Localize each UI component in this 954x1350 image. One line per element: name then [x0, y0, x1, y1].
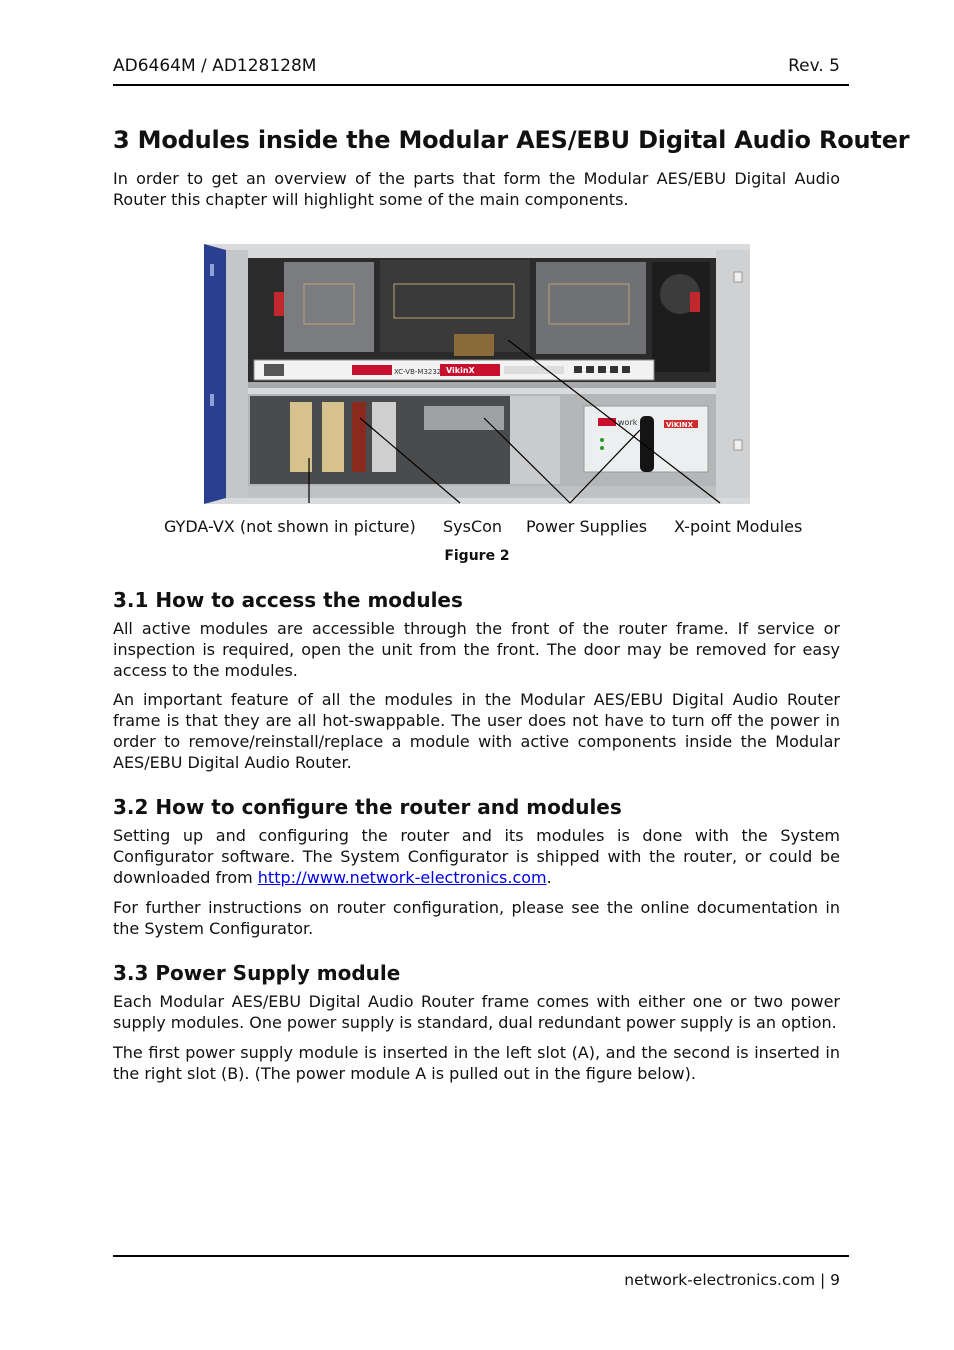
para-configure-1 — [113, 825, 840, 888]
heading-power-supply: 3.3 Power Supply module — [113, 961, 401, 985]
header-rule — [113, 84, 849, 86]
para-access-2: An important feature of all the modules in the Modular AES/EBU Digital Audio Router frame is that they are all hot-swappable. The user does not have to turn off the power in order to remove/reinstall/replace a module with active components inside the Modular AES/EBU Digital Audio Router. — [113, 690, 840, 772]
para-configure-1-text: Setting up and configuring the router and its modules is done with the System Configurator software. The System Configurator is shipped with the router, or could be downloaded from — [113, 826, 840, 887]
para-power-2: The first power supply module is inserted in the left slot (A), and the second is inserted in the right slot (B). (The power module A is pulled out in the figure below). — [113, 1043, 840, 1083]
router-photo — [204, 244, 750, 504]
para-power-1: Each Modular AES/EBU Digital Audio Router frame comes with either one or two power supply modules. One power supply is standard, dual redundant power supply is an option. — [113, 992, 840, 1032]
para-configure-2: For further instructions on router configuration, please see the online documentation in the System Configurator. — [113, 898, 840, 938]
para-access-1: All active modules are accessible through the front of the router frame. If service or inspection is required, open the unit from the front. The door may be removed for easy access to the modules. — [113, 619, 840, 680]
header-revision: Rev. 5 — [788, 56, 840, 76]
para-configure-1-end: . — [546, 868, 552, 887]
heading-access-modules: 3.1 How to access the modules — [113, 588, 463, 612]
section-title: 3 Modules inside the Modular AES/EBU Digital Audio Router — [113, 126, 910, 154]
device-brand-text-1: VikinX — [446, 366, 475, 375]
label-syscon: SysCon — [443, 517, 503, 536]
figure-caption: Figure 2 — [444, 548, 510, 564]
device-model-text: XC-VB-M3232 — [394, 368, 442, 376]
device-brand-text-2: ViKINX — [666, 421, 693, 429]
heading-configure: 3.2 How to configure the router and modules — [113, 795, 622, 819]
link-network-electronics[interactable]: http://www.network-electronics.com — [257, 868, 547, 887]
footer-rule — [113, 1255, 849, 1257]
label-power-supplies: Power Supplies — [526, 517, 648, 536]
header-doc-title: AD6464M / AD128128M — [113, 56, 317, 76]
section-intro: In order to get an overview of the parts that form the Modular AES/EBU Digital Audio Router this chapter will highlight some of the main components. — [113, 169, 840, 209]
footer-text: network-electronics.com | 9 — [624, 1271, 840, 1289]
label-gyda-vx: GYDA-VX (not shown in picture) — [164, 517, 416, 536]
label-x-point-modules: X-point Modules — [674, 517, 803, 536]
device-logo-text: work — [618, 418, 638, 427]
